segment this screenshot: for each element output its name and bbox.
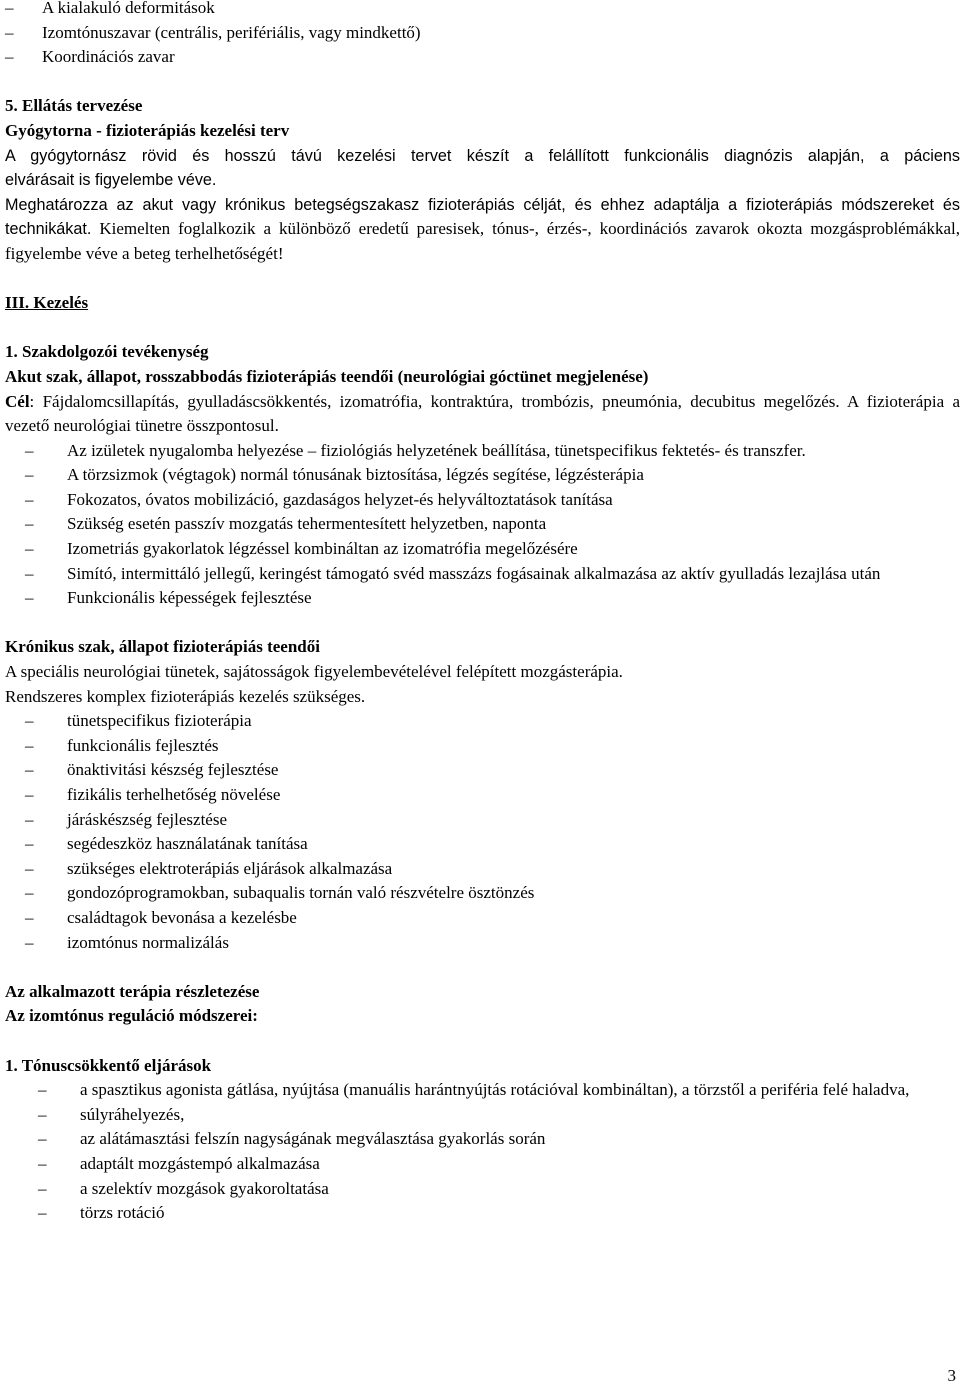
list-item: – Funkcionális képességek fejlesztése — [5, 586, 960, 611]
page-number: 3 — [947, 1366, 956, 1385]
tone-reduction-heading: 1. Tónuscsökkentő eljárások — [5, 1055, 212, 1075]
chronic-heading: Krónikus szak, állapot fizioterápiás teendői — [5, 637, 320, 657]
chronic-paragraph-1: A speciális neurológiai tünetek, sajátosságok figyelembevételével felépített mozgásterápia. — [5, 662, 623, 682]
list-item: – Izomtónuszavar (centrális, perifériális, vagy mindkettő) — [5, 21, 960, 46]
list-item: – A törzsizmok (végtagok) normál tónusának biztosítása, légzés segítése, légzésterápia — [5, 463, 960, 488]
list-item: – Szükség esetén passzív mozgatás tehermentesített helyzetben, naponta — [5, 512, 960, 537]
list-item: – A kialakuló deformitások — [5, 0, 960, 21]
list-item: – izomtónus normalizálás — [5, 931, 960, 956]
top-dash-list — [5, 0, 960, 70]
paragraph-meghatarozza: Meghatározza az akut vagy krónikus betegségszakasz fizioterápiás célját, és ehhez adaptálja a fizioterápiás módszereket és technikákat. Kiemelten foglalkozik a különböző eredetű paresisek, tónus-, érzés-, koordinációs zavarok okozta mozgásproblémákkal, figyelembe véve a beteg terhelhetőségét! — [5, 195, 960, 263]
therapy-heading: Az alkalmazott terápia részletezése — [5, 981, 260, 1001]
list-item: – Izometriás gyakorlatok légzéssel kombináltan az izomatrófia megelőzésére — [5, 537, 960, 562]
list-item: – súlyráhelyezés, — [5, 1103, 960, 1128]
list-item: – az alátámasztási felszín nagyságának megválasztása gyakorlás során — [5, 1127, 960, 1152]
list-item: – gondozóprogramokban, subaqualis tornán való részvételre ösztönzés — [5, 881, 960, 906]
list-item: – fizikális terhelhetőség növelése — [5, 783, 960, 808]
section-heading-ellatas: 5. Ellátás tervezése — [5, 96, 143, 116]
list-item: – Az izületek nyugalomba helyezése – fiziológiás helyzetének beállítása, tünetspecifikus fektetés- és transzfer. — [5, 439, 960, 464]
list-item: – Fokozatos, óvatos mobilizáció, gazdaságos helyzet-és helyváltoztatások tanítása — [5, 488, 960, 513]
list-item: – önaktivitási készség fejlesztése — [5, 758, 960, 783]
acute-dash-list — [5, 439, 960, 611]
list-item: – tünetspecifikus fizioterápia — [5, 709, 960, 734]
goal-paragraph: Cél: Fájdalomcsillapítás, gyulladáscsökkentés, izomatrófia, kontraktúra, trombózis, pneumónia, decubitus megelőzés. A fizioterápia a vezető neurológiai tünetre összpontosul. — [5, 391, 960, 436]
chronic-dash-list — [5, 709, 960, 955]
list-item: – segédeszköz használatának tanítása — [5, 832, 960, 857]
section-heading-kezeles: III. Kezelés — [5, 293, 89, 313]
tone-dash-list — [5, 1078, 960, 1226]
list-item: – járáskészség fejlesztése — [5, 808, 960, 833]
tone-regulation-heading: Az izomtónus reguláció módszerei: — [5, 1006, 258, 1026]
list-item: – adaptált mozgástempó alkalmazása — [5, 1152, 960, 1177]
list-item: – Koordinációs zavar — [5, 45, 960, 70]
paragraph-kezelesi-terv: A gyógytornász rövid és hosszú távú kezelési tervet készít a felállított funkcionális diagnózis alapján, a páciens elvárásait is figyelembe véve. — [5, 146, 960, 190]
acute-heading: Akut szak, állapot, rosszabbodás fizioterápiás teendői (neurológiai góctünet megjelenése) — [5, 366, 649, 386]
subheading-szakdolgozoi: 1. Szakdolgozói tevékenység — [5, 342, 209, 362]
list-item: – szükséges elektroterápiás eljárások alkalmazása — [5, 857, 960, 882]
list-item: – Simító, intermittáló jellegű, keringést támogató svéd masszázs fogásainak alkalmazása az aktív gyulladás lezajlása után — [5, 562, 960, 587]
goal-label: Cél — [5, 391, 30, 411]
chronic-paragraph-2: Rendszeres komplex fizioterápiás kezelés szükséges. — [5, 686, 366, 706]
list-item: – funkcionális fejlesztés — [5, 734, 960, 759]
list-item: – törzs rotáció — [5, 1201, 960, 1226]
list-item: – családtagok bevonása a kezelésbe — [5, 906, 960, 931]
document-page — [5, 0, 960, 1226]
list-item: – a spasztikus agonista gátlása, nyújtása (manuális harántnyújtás rotációval kombináltan), a törzstől a periféria felé haladva, — [5, 1078, 960, 1103]
list-item: – a szelektív mozgások gyakoroltatása — [5, 1177, 960, 1202]
subheading-kezelesi-terv: Gyógytorna - fizioterápiás kezelési terv — [5, 120, 290, 140]
